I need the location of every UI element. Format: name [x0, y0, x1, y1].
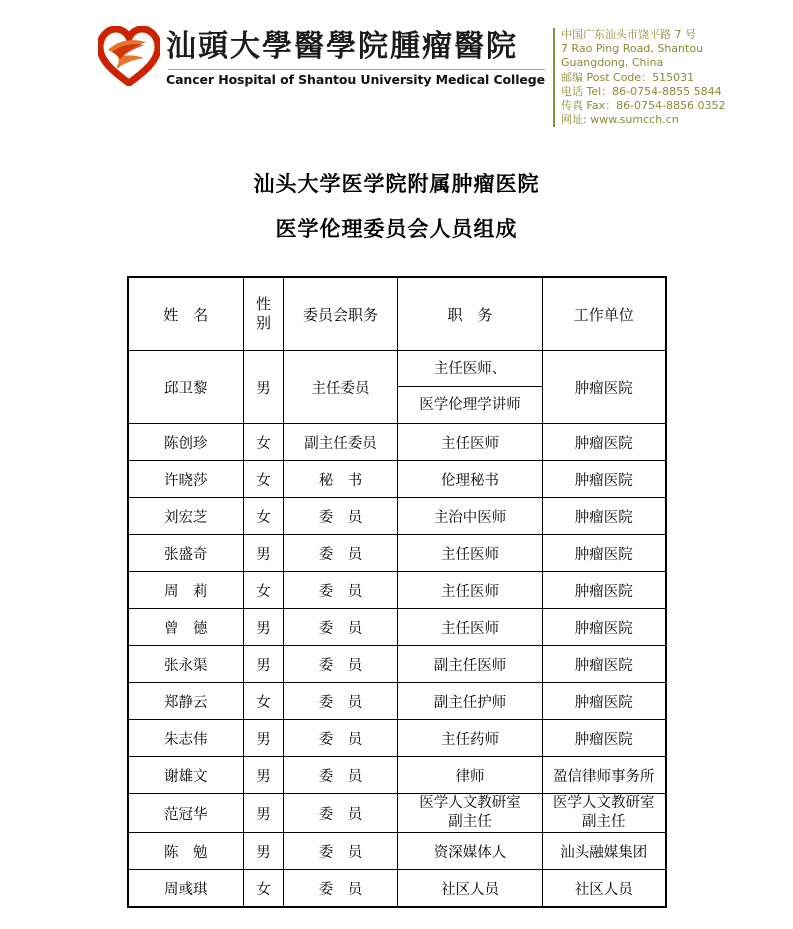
cell-name: 许晓莎 — [128, 461, 244, 498]
post-code-line: 邮编 Post Code：515031 — [561, 70, 695, 84]
table-row — [128, 461, 666, 498]
cell-gender: 女 — [244, 572, 284, 609]
cell-unit: 肿瘤医院 — [543, 535, 666, 572]
cell-unit: 汕头融媒集团 — [543, 833, 666, 870]
cell-job-title: 副主任医师 — [398, 646, 543, 683]
cell-unit-line2: 副主任 — [582, 814, 626, 830]
table-row — [128, 833, 666, 870]
cell-job-title: 资深媒体人 — [398, 833, 543, 870]
committee-members-table — [127, 276, 667, 908]
cell-gender: 女 — [244, 498, 284, 535]
header-committee-role: 委员会职务 — [284, 277, 398, 351]
cell-name: 周彧琪 — [128, 870, 244, 908]
page-title-line2: 医学伦理委员会人员组成 — [275, 217, 518, 241]
table-row — [128, 572, 666, 609]
cell-gender: 男 — [244, 535, 284, 572]
committee-table-body — [128, 351, 666, 908]
cell-unit — [543, 794, 666, 833]
cell-gender: 女 — [244, 424, 284, 461]
address-line-cn: 中国广东汕头市饶平路 7 号 — [561, 28, 696, 41]
cell-gender: 男 — [244, 757, 284, 794]
cell-name: 邱卫黎 — [128, 351, 244, 424]
cell-gender: 男 — [244, 646, 284, 683]
logo-english-name: Cancer Hospital of Shantou University Medical College — [166, 71, 545, 87]
contact-address-block — [553, 28, 725, 127]
cell-gender: 男 — [244, 351, 284, 424]
cell-role: 委 员 — [284, 683, 398, 720]
cell-job-title: 主任医师 — [398, 609, 543, 646]
cell-gender: 女 — [244, 683, 284, 720]
cell-name: 谢雄文 — [128, 757, 244, 794]
cell-job-title-line1: 医学人文教研室 — [419, 795, 521, 811]
cell-role: 主任委员 — [284, 351, 398, 424]
table-header-row — [128, 277, 666, 351]
cell-role: 委 员 — [284, 572, 398, 609]
cell-role: 委 员 — [284, 609, 398, 646]
cell-job-title: 主任医师 — [398, 572, 543, 609]
cell-name: 刘宏芝 — [128, 498, 244, 535]
table-row — [128, 498, 666, 535]
cell-job-title: 伦理秘书 — [398, 461, 543, 498]
table-row — [128, 609, 666, 646]
cell-unit: 肿瘤医院 — [543, 609, 666, 646]
table-row — [128, 720, 666, 757]
table-row — [128, 757, 666, 794]
table-row — [128, 683, 666, 720]
cell-job-title — [398, 351, 543, 424]
cell-job-title-line2: 副主任 — [448, 814, 492, 830]
cell-gender: 男 — [244, 833, 284, 870]
header-gender-line2: 别 — [255, 314, 271, 332]
cell-name: 张永渠 — [128, 646, 244, 683]
cell-unit: 肿瘤医院 — [543, 461, 666, 498]
table-row — [128, 424, 666, 461]
cell-unit: 肿瘤医院 — [543, 646, 666, 683]
cell-role: 委 员 — [284, 720, 398, 757]
cell-unit: 盈信律师事务所 — [543, 757, 666, 794]
committee-table-wrap — [0, 276, 793, 908]
cell-role: 委 员 — [284, 833, 398, 870]
cell-name: 郑静云 — [128, 683, 244, 720]
cell-name: 陈创珍 — [128, 424, 244, 461]
heart-logo-icon — [98, 26, 160, 86]
cell-job-title — [398, 794, 543, 833]
cell-gender: 女 — [244, 870, 284, 908]
cell-role: 委 员 — [284, 794, 398, 833]
cell-job-title: 主任医师 — [398, 535, 543, 572]
address-line-en-2: Guangdong, China — [561, 56, 664, 70]
cell-job-title: 主任药师 — [398, 720, 543, 757]
header-work-unit: 工作单位 — [543, 277, 666, 351]
letterhead — [0, 0, 793, 140]
cell-gender: 男 — [244, 794, 284, 833]
header-job-title: 职 务 — [398, 277, 543, 351]
hospital-logo — [98, 26, 545, 87]
header-gender — [244, 277, 284, 351]
cell-unit: 肿瘤医院 — [543, 683, 666, 720]
cell-unit: 社区人员 — [543, 870, 666, 908]
cell-name: 陈 勉 — [128, 833, 244, 870]
table-row — [128, 794, 666, 833]
cell-gender: 男 — [244, 720, 284, 757]
cell-job-title: 社区人员 — [398, 870, 543, 908]
cell-role: 副主任委员 — [284, 424, 398, 461]
cell-name: 曾 德 — [128, 609, 244, 646]
document-titles — [0, 162, 793, 252]
cell-gender: 男 — [244, 609, 284, 646]
cell-name: 范冠华 — [128, 794, 244, 833]
cell-unit: 肿瘤医院 — [543, 720, 666, 757]
fax-line: 传真 Fax：86-0754-8856 0352 — [561, 99, 726, 113]
cell-role: 委 员 — [284, 757, 398, 794]
cell-job-title-bottom: 医学伦理学讲师 — [419, 397, 521, 413]
cell-unit: 肿瘤医院 — [543, 424, 666, 461]
logo-chinese-name: 汕頭大學醫學院腫瘤醫院 — [166, 29, 518, 64]
cell-unit: 肿瘤医院 — [543, 498, 666, 535]
page-title-line1: 汕头大学医学院附属肿瘤医院 — [253, 172, 540, 196]
cell-name: 周 莉 — [128, 572, 244, 609]
cell-job-title: 主任医师 — [398, 424, 543, 461]
cell-role: 委 员 — [284, 646, 398, 683]
cell-role: 委 员 — [284, 498, 398, 535]
website-line: 网址: www.sumcch.cn — [561, 113, 679, 127]
telephone-line: 电话 Tel：86-0754-8855 5844 — [561, 84, 722, 98]
cell-job-title: 副主任护师 — [398, 683, 543, 720]
cell-job-title-top: 主任医师、 — [398, 351, 542, 387]
cell-role: 委 员 — [284, 535, 398, 572]
cell-job-title: 律师 — [398, 757, 543, 794]
cell-name: 朱志伟 — [128, 720, 244, 757]
cell-role: 委 员 — [284, 870, 398, 908]
cell-unit-line1: 医学人文教研室 — [553, 795, 655, 811]
address-line-en-1: 7 Rao Ping Road, Shantou — [561, 42, 704, 56]
cell-job-title: 主治中医师 — [398, 498, 543, 535]
header-gender-line1: 性 — [255, 295, 271, 313]
cell-name: 张盛奇 — [128, 535, 244, 572]
cell-unit: 肿瘤医院 — [543, 351, 666, 424]
table-row — [128, 870, 666, 908]
cell-unit: 肿瘤医院 — [543, 572, 666, 609]
table-row — [128, 646, 666, 683]
cell-role: 秘 书 — [284, 461, 398, 498]
table-row — [128, 535, 666, 572]
logo-divider — [168, 69, 545, 70]
cell-gender: 女 — [244, 461, 284, 498]
table-row — [128, 351, 666, 424]
header-name: 姓 名 — [128, 277, 244, 351]
